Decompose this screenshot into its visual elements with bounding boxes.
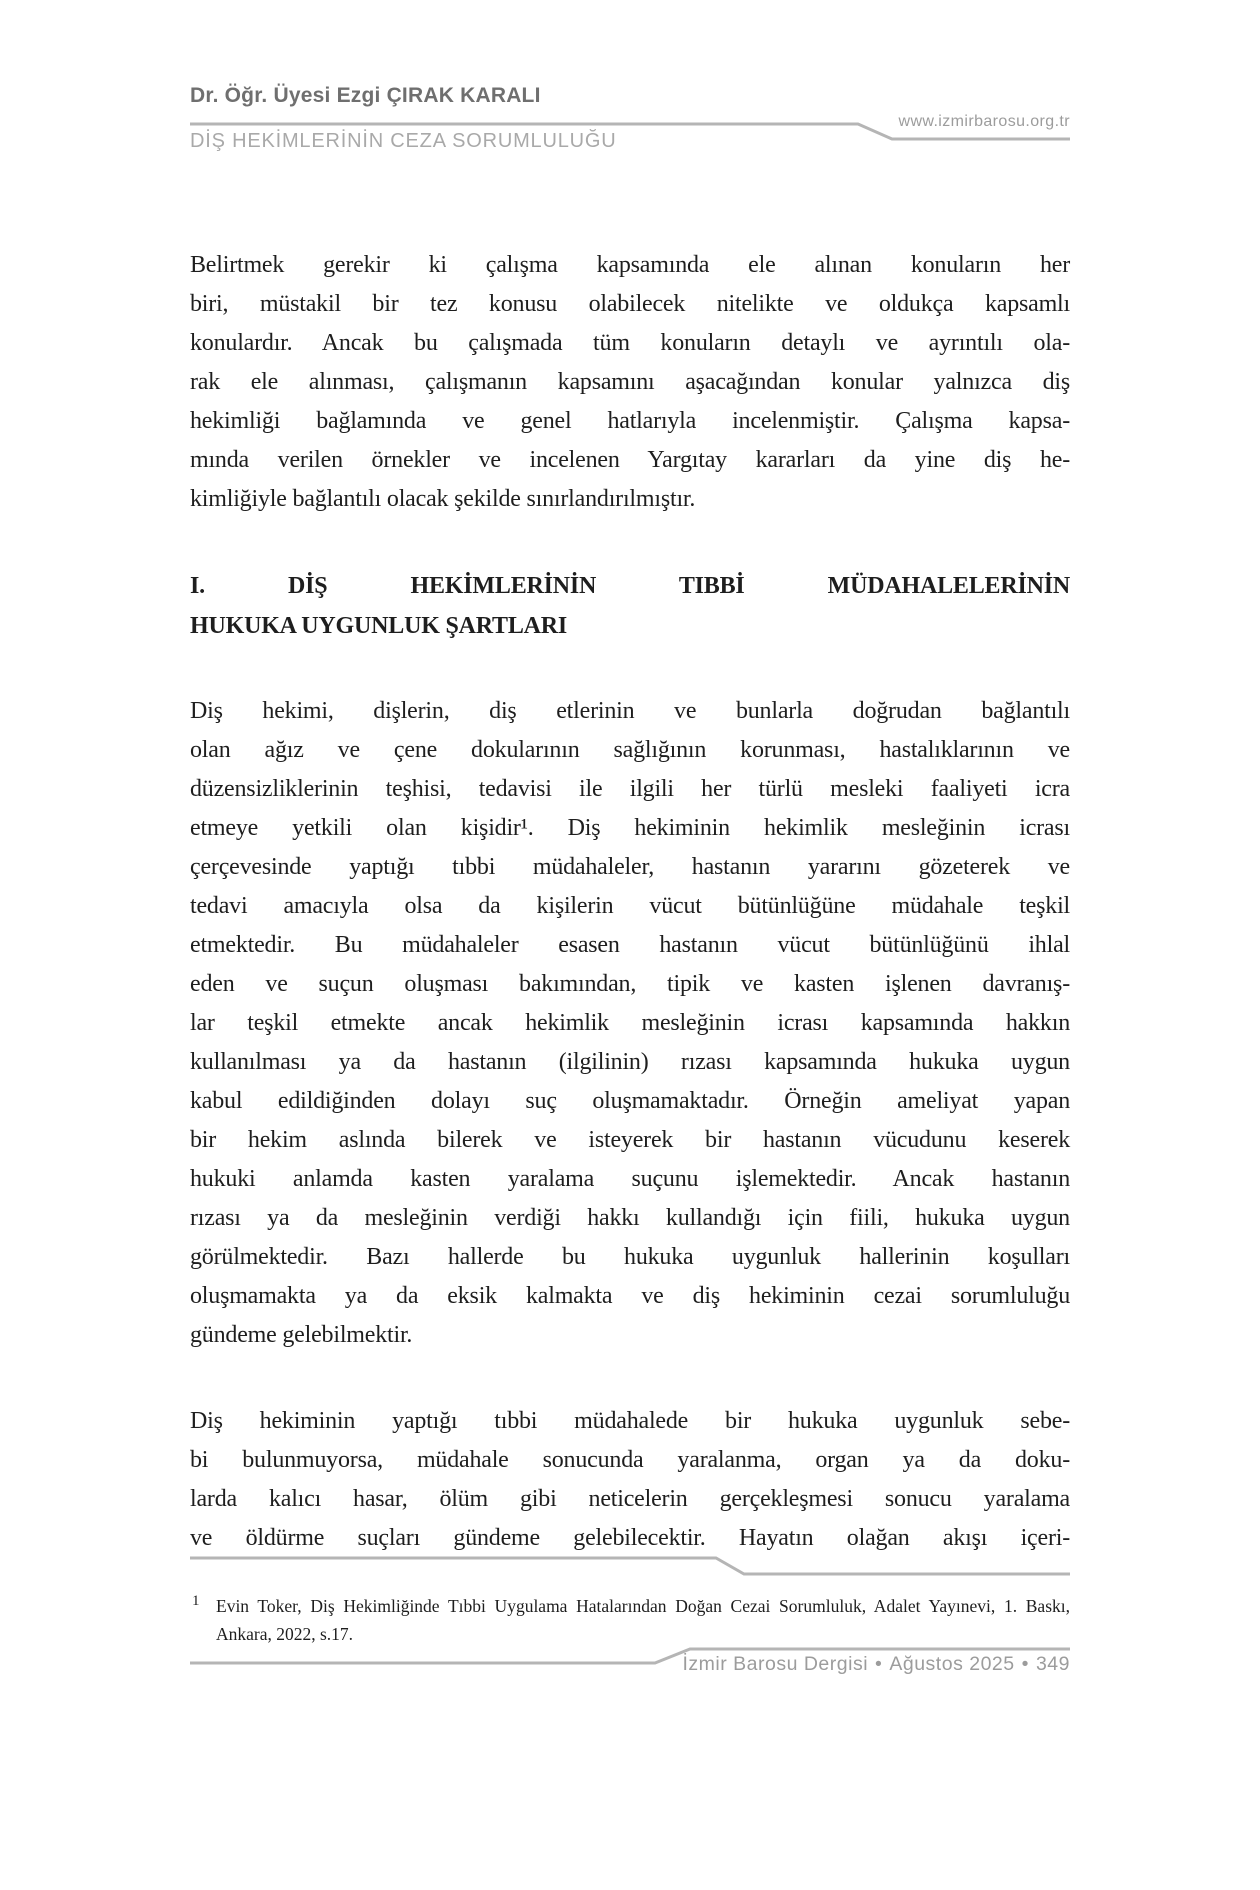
page-header xyxy=(190,84,1070,174)
paragraph-3 xyxy=(190,1402,1070,1558)
text-line: eden ve suçun oluşması bakımından, tipik ve kasten işlenen davranış- xyxy=(190,971,1070,997)
author-name: Dr. Öğr. Üyesi Ezgi ÇIRAK KARALI xyxy=(190,84,541,107)
text-line: mında verilen örnekler ve incelenen Yargıtay kararları da yine diş he- xyxy=(190,447,1070,473)
paragraph-1 xyxy=(190,246,1070,519)
text-line: kullanılması ya da hastanın (ilgilinin) rızası kapsamında hukuka uygun xyxy=(190,1049,1070,1075)
footnote-text: Evin Toker, Diş Hekimliğinde Tıbbi Uygulama Hatalarından Doğan Cezai Sorumluluk, Adalet Yayınevi, 1. Baskı, Ankara, 2022, s.17. xyxy=(216,1596,1070,1644)
text-line: tedavi amacıyla olsa da kişilerin vücut bütünlüğüne müdahale teşkil xyxy=(190,893,1070,919)
footnote xyxy=(190,1592,1070,1648)
text-line: gündeme gelebilmektir. xyxy=(190,1322,413,1348)
footer-journal-line xyxy=(682,1653,1070,1676)
text-line: etmeye yetkili olan kişidir¹. Diş hekiminin hekimlik mesleğinin icrası xyxy=(190,815,1070,841)
text-line: hukuki anlamda kasten yaralama suçunu işlemektedir. Ancak hastanın xyxy=(190,1166,1070,1192)
page-footer xyxy=(190,1645,1070,1690)
text-line: oluşmamakta ya da eksik kalmakta ve diş hekiminin cezai sorumluluğu xyxy=(190,1283,1070,1309)
footer-bullet: • xyxy=(875,1653,883,1675)
text-line: hekimliği bağlamında ve genel hatlarıyla incelenmiştir. Çalışma kapsa- xyxy=(190,408,1070,434)
article-title: DİŞ HEKİMLERİNİN CEZA SORUMLULUĞU xyxy=(190,130,617,152)
text-line: rızası ya da mesleğinin verdiği hakkı kullandığı için fiili, hukuka uygun xyxy=(190,1205,1070,1231)
text-line: bir hekim aslında bilerek ve isteyerek bir hastanın vücudunu keserek xyxy=(190,1127,1070,1153)
footnote-marker: 1 xyxy=(192,1593,200,1609)
text-line: görülmektedir. Bazı hallerde bu hukuka uygunluk hallerinin koşulları xyxy=(190,1244,1070,1270)
text-line: Belirtmek gerekir ki çalışma kapsamında ele alınan konuların her xyxy=(190,252,1070,278)
footnote-separator-stepped-line xyxy=(190,1556,1070,1578)
text-line: konulardır. Ancak bu çalışmada tüm konuların detaylı ve ayrıntılı ola- xyxy=(190,330,1070,356)
journal-name: İzmir Barosu Dergisi xyxy=(682,1653,869,1675)
heading-line: HUKUKA UYGUNLUK ŞARTLARI xyxy=(190,613,568,639)
section-heading xyxy=(190,566,1070,646)
text-line: Diş hekimi, dişlerin, diş etlerinin ve bunlarla doğrudan bağlantılı xyxy=(190,698,1070,724)
text-line: larda kalıcı hasar, ölüm gibi neticelerin gerçekleşmesi sonucu yaralama xyxy=(190,1486,1070,1512)
page-number: 349 xyxy=(1035,1653,1070,1675)
text-line: çerçevesinde yaptığı tıbbi müdahaleler, hastanın yararını gözeterek ve xyxy=(190,854,1070,880)
text-line: etmektedir. Bu müdahaleler esasen hastanın vücut bütünlüğünü ihlal xyxy=(190,932,1070,958)
text-line: kimliğiyle bağlantılı olacak şekilde sınırlandırılmıştır. xyxy=(190,486,696,512)
paragraph-2 xyxy=(190,692,1070,1355)
text-line: ve öldürme suçları gündeme gelebilecektir. Hayatın olağan akışı içeri- xyxy=(190,1525,1070,1551)
text-line: biri, müstakil bir tez konusu olabilecek nitelikte ve oldukça kapsamlı xyxy=(190,291,1070,317)
heading-line: I. DİŞ HEKİMLERİNİN TIBBİ MÜDAHALELERİNİN xyxy=(190,573,1070,599)
text-line: kabul edildiğinden dolayı suç oluşmamaktadır. Örneğin ameliyat yapan xyxy=(190,1088,1070,1114)
text-line: olan ağız ve çene dokularının sağlığının korunması, hastalıklarının ve xyxy=(190,737,1070,763)
text-line: Diş hekiminin yaptığı tıbbi müdahalede bir hukuka uygunluk sebe- xyxy=(190,1408,1070,1434)
text-line: düzensizliklerinin teşhisi, tedavisi ile ilgili her türlü mesleki faaliyeti icra xyxy=(190,776,1070,802)
text-line: bi bulunmuyorsa, müdahale sonucunda yaralanma, organ ya da doku- xyxy=(190,1447,1070,1473)
footer-bullet: • xyxy=(1021,1653,1029,1675)
text-line: lar teşkil etmekte ancak hekimlik mesleğinin icrası kapsamında hakkın xyxy=(190,1010,1070,1036)
journal-website-url: www.izmirbarosu.org.tr xyxy=(898,113,1070,130)
text-line: rak ele alınması, çalışmanın kapsamını aşacağından konular yalnızca diş xyxy=(190,369,1070,395)
issue-date: Ağustos 2025 xyxy=(889,1653,1015,1675)
